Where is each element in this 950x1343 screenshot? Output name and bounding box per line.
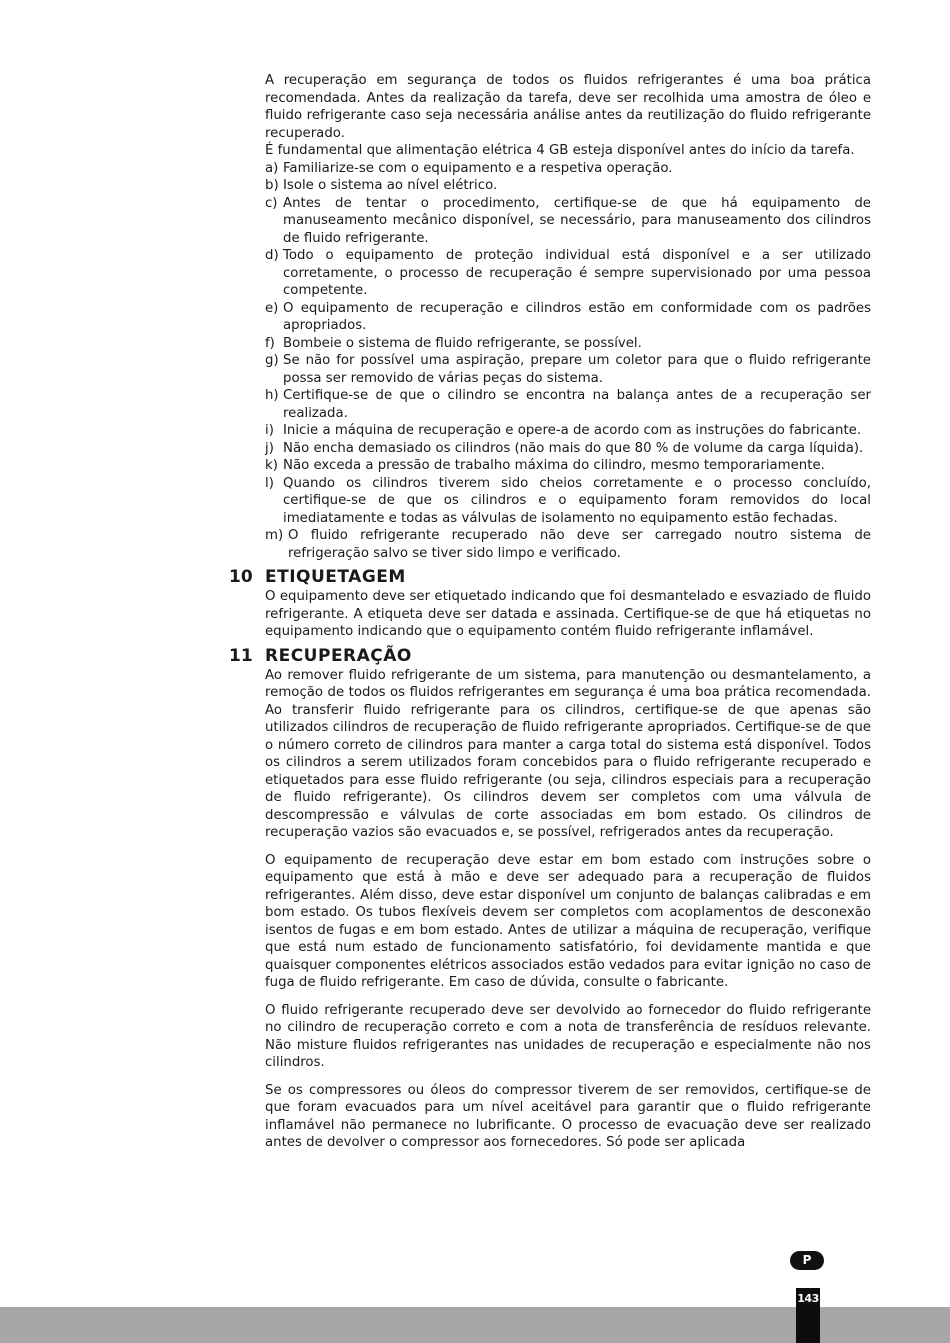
item-letter: k) (265, 458, 278, 473)
item-text: Não exceda a pressão de trabalho máxima do cilindro, mesmo temporariamente. (283, 458, 825, 473)
list-item (265, 352, 871, 387)
item-text: Inicie a máquina de recuperação e opere-a de acordo com as instruções do fabricante. (283, 423, 862, 438)
section-paragraph: O equipamento de recuperação deve estar em bom estado com instruções sobre o equipamento que está à mão e deve ser adequado para a recuperação de fluidos refrigerantes. Além disso, deve estar disponível um conjunto de balanças calibradas e em bom estado. Os tubos flexíveis devem ser completos com acoplamentos de desconexão isentos de fugas e em bom estado. Antes de utilizar a máquina de recuperação, verifique que está num estado de funcionamento satisfatório, foi devidamente mantida e que quaisquer componentes elétricos associados estão vedados para evitar ignição no caso de fuga de fluido refrigerante. Em caso de dúvida, consulte o fabricante. (265, 852, 871, 990)
item-letter: a) (265, 160, 279, 176)
item-letter: m) (265, 528, 284, 543)
section-number: 11 (229, 645, 253, 666)
page-number: 143 (796, 1288, 820, 1343)
item-text: Isole o sistema ao nível elétrico. (283, 178, 498, 193)
section-paragraph: O fluido refrigerante recuperado deve ser devolvido ao fornecedor do fluido refrigerante no cilindro de recuperação correto e com a nota de transferência de resíduos relevante. Não misture fluidos refrigerantes nas unidades de recuperação e especialmente não nos cilindros. (265, 1002, 871, 1070)
item-letter: j) (265, 440, 274, 456)
item-text: Se não for possível uma aspiração, prepare um coletor para que o fluido refrigerante possa ser removido de várias peças do sistema. (283, 353, 871, 386)
item-text: O equipamento de recuperação e cilindros estão em conformidade com os padrões apropriados. (283, 300, 871, 333)
item-text: Todo o equipamento de proteção individual está disponível e a ser utilizado corretamente, o processo de recuperação é sempre supervisionado por uma pessoa competente. (283, 248, 871, 298)
item-letter: l) (265, 475, 274, 491)
item-letter: d) (265, 248, 279, 263)
item-letter: e) (265, 300, 279, 316)
item-letter: i) (265, 423, 274, 438)
intro-paragraph: A recuperação em segurança de todos os fluidos refrigerantes é uma boa prática recomendada. Antes da realização da tarefa, deve ser recolhida uma amostra de óleo e fluido refrigerante caso seja necessária análise antes da reutilização do fluido refrigerante recuperado. (265, 73, 871, 141)
list-item (265, 387, 871, 422)
document-body (229, 72, 871, 1152)
item-letter: h) (265, 388, 279, 403)
list-item (265, 457, 871, 475)
section-paragraph: O equipamento deve ser etiquetado indicando que foi desmantelado e esvaziado de fluido refrigerante. A etiqueta deve ser datada e assinada. Certifique-se de que há etiquetas no equipamento indicando que o equipamento contém fluido refrigerante inflamável. (265, 589, 871, 639)
item-text: Certifique-se de que o cilindro se encontra na balança antes de a recuperação ser realizada. (283, 388, 871, 421)
list-item (265, 160, 871, 178)
section-title: ETIQUETAGEM (265, 567, 406, 587)
section-number: 10 (229, 567, 253, 587)
item-letter: c) (265, 195, 278, 211)
section-paragraph: Se os compressores ou óleos do compressor tiverem de ser removidos, certifique-se de que foram evacuados para um nível aceitável para garantir que o fluido refrigerante inflamável não permanece no lubrificante. O processo de evacuação deve ser realizado antes de devolver o compressor aos fornecedores. Só pode ser aplicada (265, 1082, 871, 1150)
language-badge: P (790, 1251, 824, 1270)
list-item (265, 335, 871, 353)
item-text: Familiarize-se com o equipamento e a respetiva operação. (283, 160, 673, 176)
list-item (265, 177, 871, 195)
item-letter: b) (265, 178, 279, 193)
item-text: Bombeie o sistema de fluido refrigerante, se possível. (283, 335, 642, 351)
item-text: Não encha demasiado os cilindros (não mais do que 80 % de volume da carga líquida). (283, 440, 864, 456)
item-letter: g) (265, 353, 279, 368)
section-etiquetagem (229, 566, 871, 641)
list-item (265, 247, 871, 300)
item-text: Antes de tentar o procedimento, certifique-se de que há equipamento de manuseamento mecânico disponível, se necessário, para manuseamento dos cilindros de fluido refrigerante. (283, 195, 871, 246)
list-item (265, 440, 871, 458)
section-heading (229, 566, 871, 588)
intro-paragraph: É fundamental que alimentação elétrica 4 GB esteja disponível antes do início da tarefa. (265, 143, 855, 158)
item-text: O fluido refrigerante recuperado não deve ser carregado noutro sistema de refrigeração salvo se tiver sido limpo e verificado. (288, 528, 871, 561)
list-item (265, 422, 871, 440)
list-item (265, 195, 871, 248)
section-heading (229, 645, 871, 667)
item-letter: f) (265, 335, 275, 351)
list-item (265, 527, 871, 562)
recovery-steps-list (265, 160, 871, 563)
item-text: Quando os cilindros tiverem sido cheios corretamente e o processo concluído, certifique-se de que os cilindros e o equipamento foram removidos do local imediatamente e todas as válvulas de isolamento no equipamento estão fechadas. (283, 475, 871, 526)
list-item (265, 475, 871, 528)
list-item (265, 300, 871, 335)
section-paragraph: Ao remover fluido refrigerante de um sistema, para manutenção ou desmantelamento, a remoção de todos os fluidos refrigerantes em segurança é uma boa prática recomendada. Ao transferir fluido refrigerante para os cilindros, certifique-se de que apenas são utilizados cilindros de recuperação de fluido refrigerante apropriados. Certifique-se de que o número correto de cilindros para manter a carga total do sistema está disponível. Todos os cilindros a serem utilizados foram concebidos para o fluido refrigerante recuperado e etiquetados para esse fluido refrigerante (ou seja, cilindros especiais para a recuperação de fluido refrigerante). Os cilindros devem ser completos com uma válvula de descompressão e válvulas de corte associadas em bom estado. Os cilindros de recuperação vazios são evacuados e, se possível, refrigerados antes da recuperação. (265, 667, 871, 840)
section-title: RECUPERAÇÃO (265, 645, 412, 666)
section-recuperacao (229, 645, 871, 1152)
